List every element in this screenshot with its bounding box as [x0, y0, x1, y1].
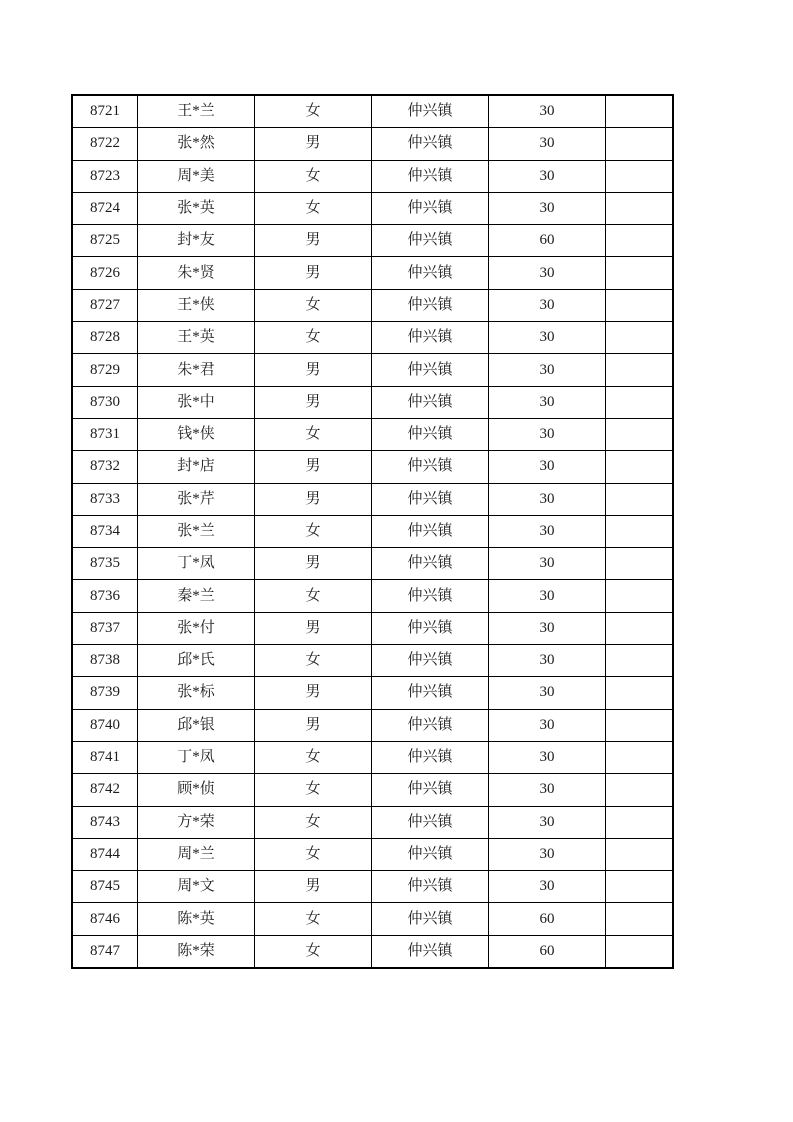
cell-name: 陈*英: [138, 903, 255, 935]
cell-serial: 8739: [72, 677, 138, 709]
cell-blank: [606, 774, 674, 806]
cell-gender: 男: [255, 354, 372, 386]
table-row: [72, 903, 673, 935]
cell-blank: [606, 95, 674, 128]
cell-serial: 8721: [72, 95, 138, 128]
cell-blank: [606, 322, 674, 354]
cell-serial: 8731: [72, 418, 138, 450]
cell-serial: 8722: [72, 128, 138, 160]
cell-serial: 8745: [72, 871, 138, 903]
cell-town: 仲兴镇: [372, 774, 489, 806]
cell-amount: 30: [489, 515, 606, 547]
table-row: [72, 418, 673, 450]
cell-name: 钱*侠: [138, 418, 255, 450]
cell-blank: [606, 354, 674, 386]
cell-amount: 30: [489, 677, 606, 709]
table-row: [72, 580, 673, 612]
cell-name: 朱*君: [138, 354, 255, 386]
cell-blank: [606, 838, 674, 870]
cell-town: 仲兴镇: [372, 192, 489, 224]
cell-gender: 男: [255, 709, 372, 741]
cell-name: 陈*荣: [138, 935, 255, 968]
table-row: [72, 515, 673, 547]
cell-serial: 8734: [72, 515, 138, 547]
cell-town: 仲兴镇: [372, 935, 489, 968]
cell-amount: 30: [489, 709, 606, 741]
cell-town: 仲兴镇: [372, 741, 489, 773]
table-row: [72, 645, 673, 677]
cell-amount: 60: [489, 903, 606, 935]
cell-name: 周*文: [138, 871, 255, 903]
cell-gender: 男: [255, 225, 372, 257]
cell-gender: 男: [255, 612, 372, 644]
cell-gender: 女: [255, 95, 372, 128]
cell-name: 张*然: [138, 128, 255, 160]
table-row: [72, 838, 673, 870]
beneficiary-table: [71, 94, 674, 969]
cell-name: 秦*兰: [138, 580, 255, 612]
cell-serial: 8727: [72, 289, 138, 321]
cell-serial: 8735: [72, 548, 138, 580]
cell-serial: 8725: [72, 225, 138, 257]
cell-town: 仲兴镇: [372, 838, 489, 870]
cell-serial: 8746: [72, 903, 138, 935]
cell-serial: 8728: [72, 322, 138, 354]
cell-name: 张*中: [138, 386, 255, 418]
cell-blank: [606, 580, 674, 612]
cell-name: 封*店: [138, 451, 255, 483]
cell-serial: 8741: [72, 741, 138, 773]
cell-amount: 30: [489, 322, 606, 354]
cell-serial: 8744: [72, 838, 138, 870]
cell-town: 仲兴镇: [372, 451, 489, 483]
cell-blank: [606, 935, 674, 968]
cell-amount: 30: [489, 548, 606, 580]
cell-gender: 男: [255, 677, 372, 709]
cell-amount: 30: [489, 192, 606, 224]
table-row: [72, 95, 673, 128]
table-row: [72, 548, 673, 580]
cell-town: 仲兴镇: [372, 580, 489, 612]
cell-gender: 女: [255, 160, 372, 192]
cell-blank: [606, 806, 674, 838]
cell-name: 王*侠: [138, 289, 255, 321]
cell-amount: 30: [489, 838, 606, 870]
cell-town: 仲兴镇: [372, 257, 489, 289]
cell-name: 邱*银: [138, 709, 255, 741]
cell-blank: [606, 451, 674, 483]
cell-blank: [606, 289, 674, 321]
cell-gender: 女: [255, 935, 372, 968]
cell-serial: 8740: [72, 709, 138, 741]
table-row: [72, 386, 673, 418]
cell-blank: [606, 483, 674, 515]
table-row: [72, 612, 673, 644]
table-row: [72, 225, 673, 257]
cell-serial: 8732: [72, 451, 138, 483]
cell-town: 仲兴镇: [372, 871, 489, 903]
cell-town: 仲兴镇: [372, 709, 489, 741]
table-row: [72, 741, 673, 773]
cell-name: 邱*氏: [138, 645, 255, 677]
cell-amount: 30: [489, 612, 606, 644]
cell-town: 仲兴镇: [372, 677, 489, 709]
cell-amount: 30: [489, 483, 606, 515]
cell-blank: [606, 677, 674, 709]
table-body: [72, 95, 673, 968]
cell-serial: 8723: [72, 160, 138, 192]
cell-gender: 女: [255, 645, 372, 677]
cell-gender: 男: [255, 871, 372, 903]
cell-gender: 男: [255, 128, 372, 160]
cell-name: 周*美: [138, 160, 255, 192]
cell-blank: [606, 192, 674, 224]
table-row: [72, 871, 673, 903]
cell-town: 仲兴镇: [372, 386, 489, 418]
cell-amount: 30: [489, 95, 606, 128]
table-row: [72, 322, 673, 354]
cell-town: 仲兴镇: [372, 160, 489, 192]
cell-town: 仲兴镇: [372, 289, 489, 321]
cell-name: 方*荣: [138, 806, 255, 838]
cell-gender: 女: [255, 418, 372, 450]
table-row: [72, 483, 673, 515]
cell-name: 张*芹: [138, 483, 255, 515]
cell-serial: 8743: [72, 806, 138, 838]
cell-town: 仲兴镇: [372, 322, 489, 354]
table-row: [72, 709, 673, 741]
cell-amount: 60: [489, 225, 606, 257]
cell-name: 张*付: [138, 612, 255, 644]
cell-gender: 女: [255, 289, 372, 321]
cell-amount: 30: [489, 774, 606, 806]
cell-serial: 8747: [72, 935, 138, 968]
table-row: [72, 257, 673, 289]
table-row: [72, 806, 673, 838]
cell-serial: 8736: [72, 580, 138, 612]
cell-gender: 女: [255, 838, 372, 870]
cell-name: 王*英: [138, 322, 255, 354]
table-row: [72, 677, 673, 709]
cell-town: 仲兴镇: [372, 225, 489, 257]
cell-amount: 30: [489, 128, 606, 160]
cell-gender: 女: [255, 774, 372, 806]
cell-amount: 30: [489, 645, 606, 677]
cell-gender: 女: [255, 515, 372, 547]
cell-name: 张*兰: [138, 515, 255, 547]
cell-serial: 8730: [72, 386, 138, 418]
cell-amount: 60: [489, 935, 606, 968]
cell-town: 仲兴镇: [372, 418, 489, 450]
cell-gender: 女: [255, 806, 372, 838]
cell-amount: 30: [489, 871, 606, 903]
cell-blank: [606, 386, 674, 418]
cell-amount: 30: [489, 160, 606, 192]
cell-blank: [606, 645, 674, 677]
cell-name: 丁*凤: [138, 741, 255, 773]
cell-serial: 8724: [72, 192, 138, 224]
cell-amount: 30: [489, 289, 606, 321]
cell-name: 顾*侦: [138, 774, 255, 806]
cell-amount: 30: [489, 451, 606, 483]
cell-name: 周*兰: [138, 838, 255, 870]
cell-blank: [606, 871, 674, 903]
cell-serial: 8738: [72, 645, 138, 677]
cell-amount: 30: [489, 354, 606, 386]
cell-gender: 男: [255, 483, 372, 515]
cell-serial: 8737: [72, 612, 138, 644]
cell-name: 丁*凤: [138, 548, 255, 580]
cell-town: 仲兴镇: [372, 645, 489, 677]
cell-blank: [606, 225, 674, 257]
cell-serial: 8733: [72, 483, 138, 515]
cell-town: 仲兴镇: [372, 612, 489, 644]
cell-blank: [606, 515, 674, 547]
table-row: [72, 774, 673, 806]
cell-blank: [606, 612, 674, 644]
table-row: [72, 935, 673, 968]
cell-amount: 30: [489, 418, 606, 450]
cell-name: 封*友: [138, 225, 255, 257]
cell-serial: 8729: [72, 354, 138, 386]
cell-blank: [606, 160, 674, 192]
cell-name: 张*标: [138, 677, 255, 709]
cell-amount: 30: [489, 257, 606, 289]
cell-blank: [606, 741, 674, 773]
cell-name: 朱*贤: [138, 257, 255, 289]
cell-town: 仲兴镇: [372, 515, 489, 547]
cell-amount: 30: [489, 580, 606, 612]
cell-gender: 女: [255, 192, 372, 224]
cell-gender: 女: [255, 741, 372, 773]
cell-blank: [606, 903, 674, 935]
cell-amount: 30: [489, 806, 606, 838]
cell-town: 仲兴镇: [372, 548, 489, 580]
table-row: [72, 451, 673, 483]
cell-gender: 女: [255, 580, 372, 612]
cell-amount: 30: [489, 741, 606, 773]
cell-blank: [606, 709, 674, 741]
cell-blank: [606, 548, 674, 580]
cell-town: 仲兴镇: [372, 483, 489, 515]
table-row: [72, 192, 673, 224]
table-row: [72, 289, 673, 321]
cell-gender: 女: [255, 903, 372, 935]
cell-town: 仲兴镇: [372, 128, 489, 160]
table-row: [72, 354, 673, 386]
cell-amount: 30: [489, 386, 606, 418]
cell-town: 仲兴镇: [372, 354, 489, 386]
cell-gender: 男: [255, 257, 372, 289]
cell-serial: 8726: [72, 257, 138, 289]
cell-town: 仲兴镇: [372, 903, 489, 935]
cell-blank: [606, 418, 674, 450]
cell-blank: [606, 128, 674, 160]
cell-gender: 男: [255, 548, 372, 580]
cell-gender: 女: [255, 322, 372, 354]
cell-name: 王*兰: [138, 95, 255, 128]
cell-serial: 8742: [72, 774, 138, 806]
cell-town: 仲兴镇: [372, 806, 489, 838]
cell-town: 仲兴镇: [372, 95, 489, 128]
table-row: [72, 128, 673, 160]
cell-blank: [606, 257, 674, 289]
cell-name: 张*英: [138, 192, 255, 224]
table-row: [72, 160, 673, 192]
cell-gender: 男: [255, 386, 372, 418]
cell-gender: 男: [255, 451, 372, 483]
